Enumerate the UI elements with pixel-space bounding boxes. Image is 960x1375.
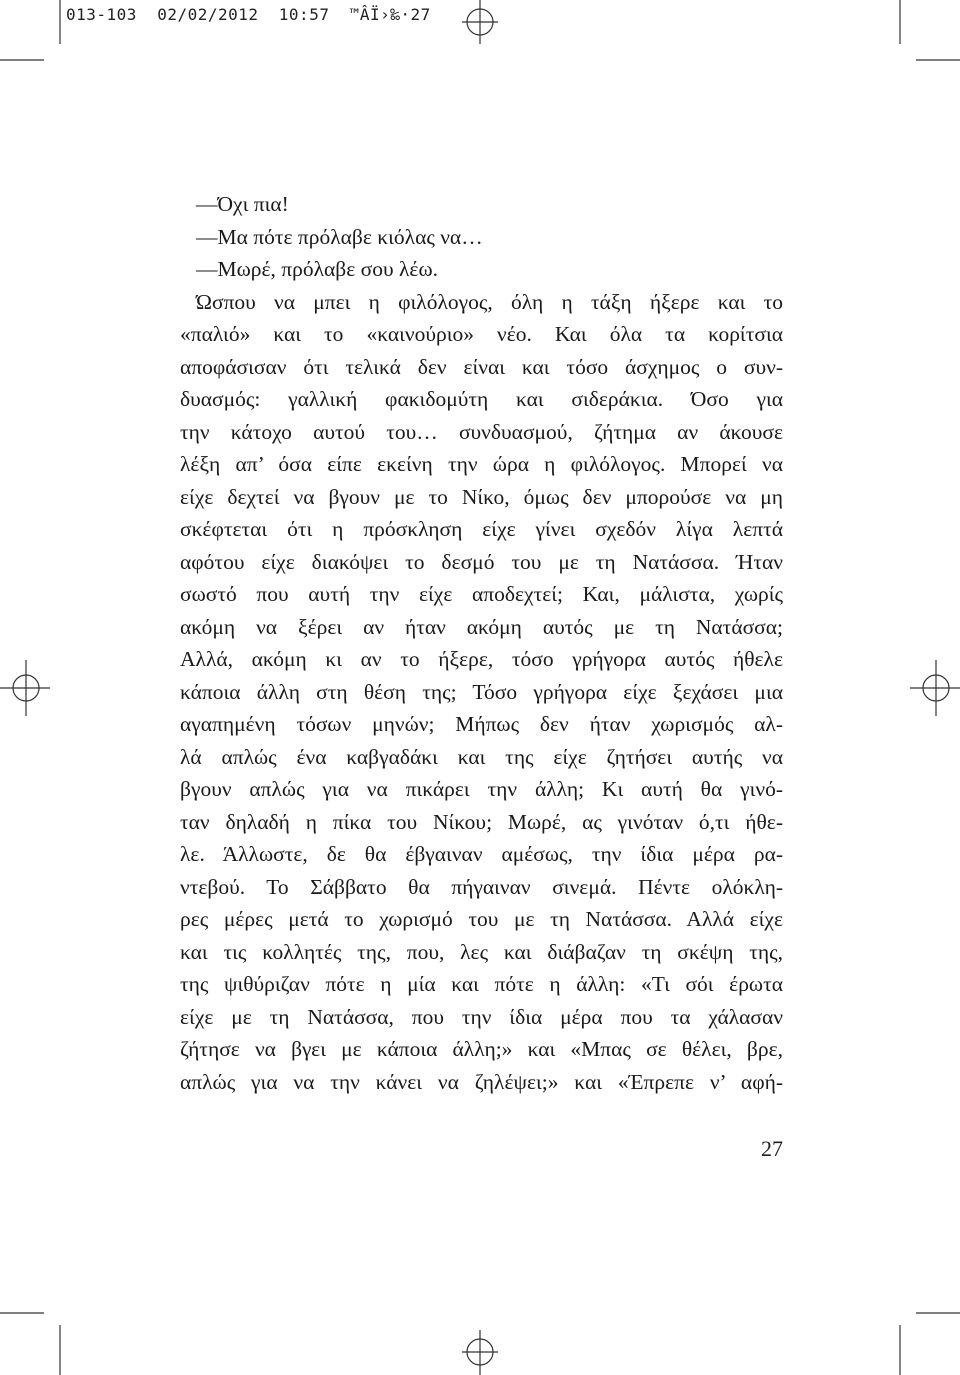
text-line: λέξη απ’ όσα είπε εκείνη την ώρα η φιλόλογος. Μπορεί να [180,452,783,476]
body-text [180,188,783,1098]
text-line: ζήτησε να βγει με κάποια άλλη;» και «Μπας σε θέλει, βρε, [180,1037,783,1061]
text-line: «παλιό» και το «καινούριο» νέο. Και όλα τα κορίτσια [180,322,783,346]
text-line: Αλλά, ακόμη κι αν το ήξερε, τόσο γρήγορα αυτός ήθελε [180,647,783,671]
text-line: αφότου είχε διακόψει το δεσμό του με τη Νατάσσα. Ήταν [180,549,783,574]
text-line: —Όχι πια! [196,192,289,216]
text-line: —Μωρέ, πρόλαβε σου λέω. [196,257,438,281]
print-slug: 013-103 02/02/2012 10:57 ™ÂÏ›‰·27 [66,5,431,24]
text-line: και τις κολλητές της, που, λες και διάβαζαν τη σκέψη της, [180,939,783,964]
text-line: ακόμη να ξέρει αν ήταν ακόμη αυτός με τη Νατάσσα; [180,614,783,639]
text-line: απλώς για να την κάνει να ζηλέψει;» και «Έπρεπε ν’ αφή- [180,1069,783,1094]
text-line: —Μα πότε πρόλαβε κιόλας να… [196,224,483,249]
text-line: σωστό που αυτή την είχε αποδεχτεί; Και, μάλιστα, χωρίς [180,582,783,606]
text-line: αγαπημένη τόσων μηνών; Μήπως δεν ήταν χωρισμός αλ- [180,712,783,736]
text-line: σκέφτεται ότι η πρόσκληση είχε γίνει σχεδόν λίγα λεπτά [180,517,783,541]
registration-mark-top [462,0,498,44]
text-line: λά απλώς ένα καβγαδάκι και της είχε ζητήσει αυτής να [180,744,783,769]
registration-mark-bottom [462,1330,498,1375]
text-line: είχε με τη Νατάσσα, που την ίδια μέρα που τα χάλασαν [180,1004,783,1029]
text-line: ντεβού. Το Σάββατο θα πήγαιναν σινεμά. Πέντε ολόκλη- [180,874,783,899]
text-line: την κάτοχο αυτού του… συνδυασμού, ζήτημα αν άκουσε [180,419,783,444]
registration-mark-right [910,660,960,716]
text-line: λε. Άλλωστε, δε θα έβγαιναν αμέσως, την ίδια μέρα ρα- [180,842,783,866]
text-line: ταν δηλαδή η πίκα του Νίκου; Μωρέ, ας γινόταν ό,τι ήθε- [180,809,783,834]
text-line: Ώσπου να μπει η φιλόλογος, όλη η τάξη ήξερε και το [196,289,783,314]
text-line: δυασμός: γαλλική φακιδομύτη και σιδεράκια. Όσο για [180,387,783,411]
text-line: βγουν απλώς για να πικάρει την άλλη; Κι αυτή θα γινό- [180,777,783,801]
registration-mark-left [0,660,50,716]
text-line: αποφάσισαν ότι τελικά δεν είναι και τόσο άσχημος ο συν- [180,354,783,379]
text-line: κάποια άλλη στη θέση της; Τόσο γρήγορα είχε ξεχάσει μια [180,679,783,704]
text-line: ρες μέρες μετά το χωρισμό του με τη Νατάσσα. Αλλά είχε [180,907,783,931]
page-number: 27 [761,1136,783,1161]
text-line: είχε δεχτεί να βγουν με το Νίκο, όμως δεν μπορούσε να μη [180,484,783,509]
text-line: της ψιθύριζαν πότε η μία και πότε η άλλη: «Τι σόι έρωτα [180,972,783,996]
